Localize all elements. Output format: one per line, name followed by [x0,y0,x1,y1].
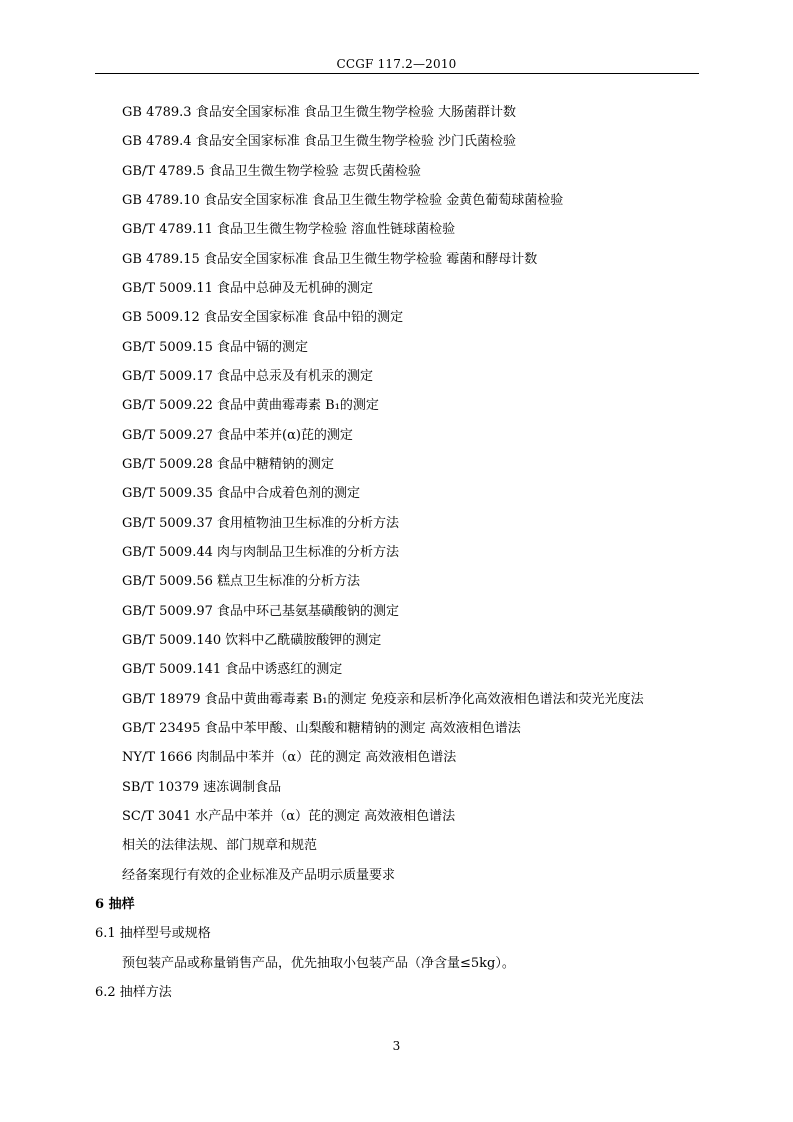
page-number: 3 [392,1039,401,1053]
reference-item: GB/T 18979 食品中黄曲霉毒素 B₁的测定 免疫亲和层析净化高效液相色谱法和荧光光度法 [122,692,644,707]
reference-item: GB/T 5009.56 糕点卫生标准的分析方法 [122,574,361,589]
reference-item: GB 4789.3 食品安全国家标准 食品卫生微生物学检验 大肠菌群计数 [122,105,516,120]
header-code: CCGF 117.2—2010 [336,57,457,71]
paragraph: 预包装产品或称量销售产品，优先抽取小包装产品（净含量≤5kg）。 [122,956,515,971]
reference-item: GB/T 5009.17 食品中总汞及有机汞的测定 [122,369,374,384]
section-title: 6 抽样 [95,897,135,912]
reference-item: GB/T 4789.5 食品卫生微生物学检验 志贺氏菌检验 [122,164,421,179]
reference-item: GB/T 5009.97 食品中环己基氨基磺酸钠的测定 [122,604,400,619]
reference-item: GB 4789.10 食品安全国家标准 食品卫生微生物学检验 金黄色葡萄球菌检验 [122,193,564,208]
reference-item: GB/T 5009.37 食用植物油卫生标准的分析方法 [122,516,400,531]
reference-item: SB/T 10379 速冻调制食品 [122,780,282,795]
reference-item: GB/T 5009.35 食品中合成着色剂的测定 [122,486,361,501]
reference-item: 相关的法律法规、部门规章和规范 [122,838,318,853]
reference-item: GB/T 5009.15 食品中镉的测定 [122,340,309,355]
reference-item: GB/T 5009.44 肉与肉制品卫生标准的分析方法 [122,545,400,560]
reference-item: GB 4789.15 食品安全国家标准 食品卫生微生物学检验 霉菌和酵母计数 [122,252,538,267]
reference-item: GB/T 5009.22 食品中黄曲霉毒素 B₁的测定 [122,398,379,413]
subsection-title: 6.1 抽样型号或规格 [95,926,211,941]
reference-item: SC/T 3041 水产品中苯并（α）芘的测定 高效液相色谱法 [122,809,456,824]
subsection-title: 6.2 抽样方法 [95,985,172,1000]
header-rule [95,73,699,74]
reference-item: GB/T 4789.11 食品卫生微生物学检验 溶血性链球菌检验 [122,222,456,237]
reference-item: GB/T 5009.141 食品中诱惑红的测定 [122,662,343,677]
reference-item: GB/T 23495 食品中苯甲酸、山梨酸和糖精钠的测定 高效液相色谱法 [122,721,521,736]
reference-item: GB/T 5009.11 食品中总砷及无机砷的测定 [122,281,374,296]
reference-item: 经备案现行有效的企业标准及产品明示质量要求 [122,868,396,883]
reference-item: GB 4789.4 食品安全国家标准 食品卫生微生物学检验 沙门氏菌检验 [122,134,516,149]
reference-item: GB/T 5009.28 食品中糖精钠的测定 [122,457,335,472]
reference-item: NY/T 1666 肉制品中苯并（α）芘的测定 高效液相色谱法 [122,750,457,765]
reference-item: GB/T 5009.140 饮料中乙酰磺胺酸钾的测定 [122,633,382,648]
reference-item: GB 5009.12 食品安全国家标准 食品中铅的测定 [122,310,404,325]
reference-item: GB/T 5009.27 食品中苯并(α)芘的测定 [122,428,353,443]
